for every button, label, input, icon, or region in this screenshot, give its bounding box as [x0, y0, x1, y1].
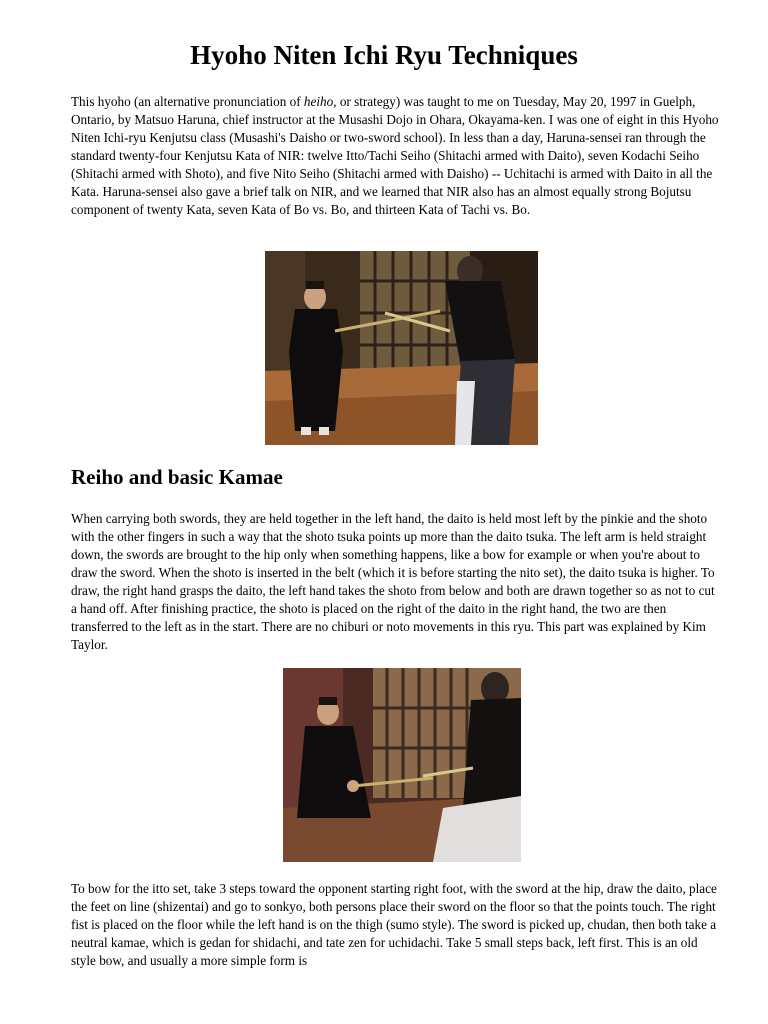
intro-paragraph	[71, 93, 721, 219]
bow-paragraph: To bow for the itto set, take 3 steps toward the opponent starting right foot, with the sword at the hip, draw the daito, place the feet on line (shizentai) and go to sonkyo, both persons place their sword on the floor so that the points touch. The right fist is placed on the floor while the left hand is on the thigh (sumo style). The sword is picked up, chudan, then both take a neutral kamae, which is gedan for shidachi, and tate zen for uchidachi. Take 5 small steps back, left first. This is an old style bow, and usually a more simple form is	[71, 881, 717, 968]
photo-sonkyo-bow	[283, 668, 521, 862]
intro-text-before: This hyoho (an alternative pronunciation of	[71, 94, 304, 109]
photo-standing-kata	[265, 251, 538, 445]
intro-emphasis: heiho	[303, 94, 334, 109]
page-title: Hyoho Niten Ichi Ryu Techniques	[190, 40, 578, 70]
section-heading-reiho: Reiho and basic Kamae	[71, 465, 283, 489]
intro-text-after: , or strategy) was taught to me on Tuesday, May 20, 1997 in Guelph, Ontario, by Matsuo Haruna, chief instructor at the Musashi Dojo in Ohara, Okayama-ken. I was one of eight in this Hyoho Niten Ichi-ryu Kenjutsu class (Musashi's Daisho or two-sword school). In less than a day, Haruna-sensei ran through the standard twenty-four Kenjutsu Kata of NIR: twelve Itto/Tachi Seiho (Shitachi armed with Daito), seven Kodachi Seiho (Shitachi armed with Shoto), and five Nito Seiho (Shitachi armed with Daisho) -- Uchitachi is armed with Daito in all the Kata. Haruna-sensei also gave a brief talk on NIR, and we learned that NIR also has an almost equally strong Bojutsu component of twenty Kata, seven Kata of Bo vs. Bo, and thirteen Kata of Tachi vs. Bo.	[71, 94, 719, 217]
reiho-paragraph: When carrying both swords, they are held together in the left hand, the daito is held most left by the pinkie and the shoto with the other fingers in such a way that the shoto tsuka points up more than the daito tsuka. The left arm is held straight down, the swords are brought to the hip only when something happens, like a bow for example or when you're about to draw the sword. When the shoto is inserted in the belt (which it is before starting the nito set), the daito tsuka is higher. To draw, the right hand grasps the daito, the left hand takes the shoto from below and both are drawn together so as not to cut a hand off. After finishing practice, the shoto is placed on the right of the daito in the right hand, the two are then transferred to the left as in the start. There are no chiburi or noto movements in this ryu. This part was explained by Kim Taylor.	[71, 511, 715, 652]
